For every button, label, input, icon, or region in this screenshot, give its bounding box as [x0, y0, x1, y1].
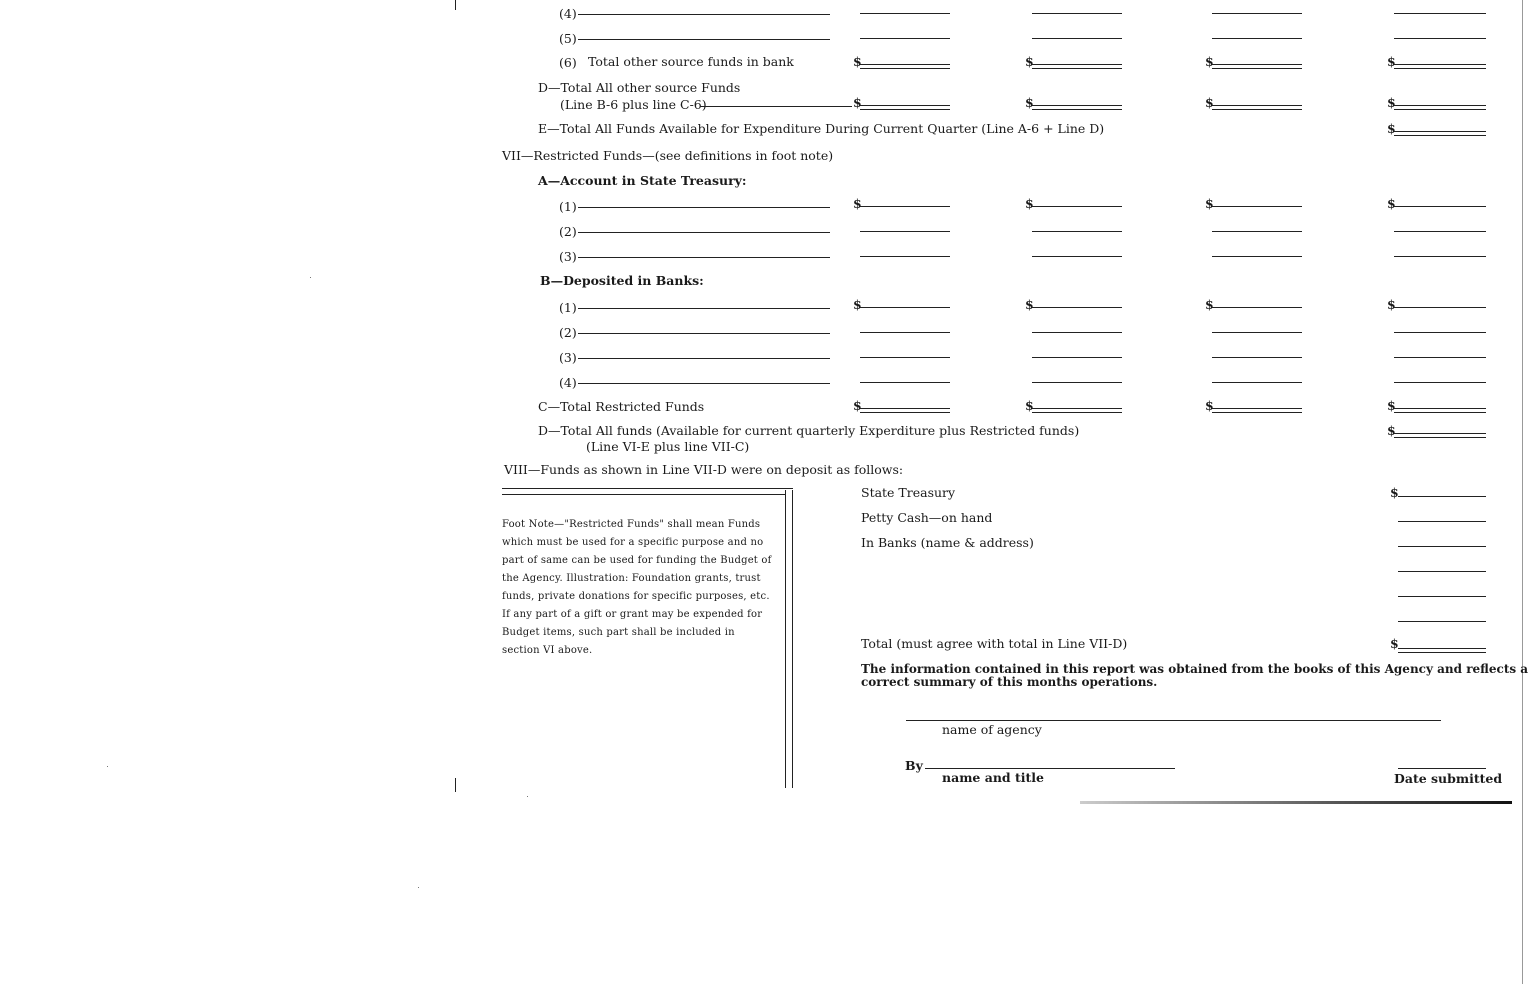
dollar-sign: $ [853, 54, 862, 69]
amount-entry-line[interactable] [860, 231, 950, 232]
amount-entry-line[interactable] [1394, 408, 1486, 413]
line-d-sublabel: (Line B-6 plus line C-6) [560, 97, 707, 112]
amount-entry-line[interactable] [1394, 13, 1486, 14]
footnote-box-border [785, 490, 786, 788]
amount-entry-line[interactable] [1212, 382, 1302, 383]
amount-entry-line[interactable] [1212, 231, 1302, 232]
name-title-label: name and title [942, 770, 1044, 785]
date-line[interactable] [1398, 768, 1486, 769]
total-label: Total (must agree with total in Line VII-D) [861, 636, 1128, 651]
dollar-sign: $ [853, 297, 862, 312]
amount-entry-line[interactable] [1394, 105, 1486, 110]
amount-entry-line[interactable] [1212, 357, 1302, 358]
line-d-total-sublabel: (Line VI-E plus line VII-C) [586, 439, 750, 454]
dollar-sign: $ [1025, 95, 1034, 110]
dollar-sign: $ [1390, 485, 1399, 500]
scan-speck [418, 887, 419, 888]
section-vii-heading: VII—Restricted Funds—(see definitions in foot note) [502, 148, 834, 163]
certification-text: The information contained in this report was obtained from the books of this Agency and reflects a [861, 662, 1529, 676]
entry-line[interactable] [1398, 596, 1486, 597]
amount-entry-line[interactable] [860, 38, 950, 39]
entry-line [578, 207, 830, 208]
entry-line[interactable] [1398, 521, 1486, 522]
amount-entry-line[interactable] [1212, 256, 1302, 257]
amount-entry-line[interactable] [1032, 13, 1122, 14]
dollar-sign: $ [1387, 54, 1396, 69]
row-label: (1) [559, 199, 577, 214]
scan-speck [310, 277, 311, 278]
page-edge-mark [455, 778, 456, 792]
amount-entry-line[interactable] [1032, 206, 1122, 207]
amount-entry-line[interactable] [1394, 357, 1486, 358]
amount-entry-line[interactable] [1394, 382, 1486, 383]
amount-entry-line[interactable] [860, 332, 950, 333]
dollar-sign: $ [1205, 54, 1214, 69]
entry-line[interactable] [1398, 621, 1486, 622]
dollar-sign: $ [1205, 398, 1214, 413]
dollar-sign: $ [1205, 196, 1214, 211]
page-edge-mark [1522, 0, 1523, 984]
entry-line [578, 257, 830, 258]
row-label: (4) [559, 6, 577, 21]
dollar-sign: $ [853, 95, 862, 110]
amount-entry-line[interactable] [1394, 433, 1486, 438]
amount-entry-line[interactable] [860, 13, 950, 14]
amount-entry-line[interactable] [1032, 231, 1122, 232]
dollar-sign: $ [1025, 297, 1034, 312]
line-e-label: E—Total All Funds Available for Expenditure During Current Quarter (Line A-6 + Line D) [538, 121, 1105, 136]
row-label: (3) [559, 249, 577, 264]
dollar-sign: $ [1205, 95, 1214, 110]
amount-entry-line[interactable] [1032, 64, 1122, 69]
row-label: (2) [559, 325, 577, 340]
entry-line [578, 333, 830, 334]
amount-entry-line[interactable] [1032, 408, 1122, 413]
amount-entry-line[interactable] [1212, 408, 1302, 413]
amount-entry-line[interactable] [860, 382, 950, 383]
amount-entry-line[interactable] [1212, 38, 1302, 39]
dollar-sign: $ [1025, 54, 1034, 69]
amount-entry-line[interactable] [1394, 231, 1486, 232]
amount-entry-line[interactable] [1212, 307, 1302, 308]
row-label: (1) [559, 300, 577, 315]
amount-entry-line[interactable] [860, 64, 950, 69]
row-description: Total other source funds in bank [588, 54, 794, 69]
amount-entry-line[interactable] [1032, 357, 1122, 358]
page-edge-mark [455, 0, 456, 10]
entry-line [700, 106, 852, 107]
row-label: (4) [559, 375, 577, 390]
entry-line [578, 308, 830, 309]
in-banks-label: In Banks (name & address) [861, 535, 1034, 550]
dollar-sign: $ [853, 196, 862, 211]
entry-line[interactable] [1398, 571, 1486, 572]
amount-entry-line[interactable] [1394, 206, 1486, 207]
row-label: (2) [559, 224, 577, 239]
amount-entry-line[interactable] [1032, 105, 1122, 110]
footnote-box-border [502, 494, 786, 495]
entry-line [578, 383, 830, 384]
dollar-sign: $ [1387, 121, 1396, 136]
dollar-sign: $ [1387, 196, 1396, 211]
amount-entry-line[interactable] [1212, 206, 1302, 207]
certification-text-2: correct summary of this months operations. [861, 675, 1158, 689]
scan-speck [107, 766, 108, 767]
entry-line [578, 358, 830, 359]
amount-entry-line[interactable] [1212, 64, 1302, 69]
dollar-sign: $ [1387, 423, 1396, 438]
line-c-label: C—Total Restricted Funds [538, 399, 705, 414]
entry-line[interactable] [1398, 496, 1486, 497]
amount-entry-line[interactable] [1032, 382, 1122, 383]
amount-entry-line[interactable] [860, 256, 950, 257]
row-label: (6) [559, 55, 577, 70]
date-submitted-label: Date submitted [1394, 771, 1503, 786]
entry-line[interactable] [1398, 546, 1486, 547]
amount-entry-line[interactable] [1394, 256, 1486, 257]
amount-entry-line[interactable] [1032, 256, 1122, 257]
amount-entry-line[interactable] [1212, 13, 1302, 14]
amount-entry-line[interactable] [1212, 105, 1302, 110]
subsection-a-heading: A—Account in State Treasury: [538, 173, 747, 188]
state-treasury-label: State Treasury [861, 485, 956, 500]
dollar-sign: $ [1390, 636, 1399, 651]
scan-edge [1080, 801, 1512, 804]
dollar-sign: $ [1387, 297, 1396, 312]
row-label: (5) [559, 31, 577, 46]
by-label: By [905, 758, 923, 773]
line-d-label: D—Total All other source Funds [538, 80, 741, 95]
entry-line [578, 14, 830, 15]
entry-line [578, 232, 830, 233]
footnote-box-border [792, 490, 793, 788]
row-label: (3) [559, 350, 577, 365]
amount-entry-line[interactable] [1212, 332, 1302, 333]
footnote-text: Foot Note—"Restricted Funds" shall mean Funds which must be used for a specific purpose and no part of same can be used for funding the Budget of the Agency. Illustration: Foundation grants, trust funds, private donations for specific purposes, etc. If any part of a gift or grant may be expended for Budget items, such part shall be included in section VI above. [502, 519, 772, 656]
amount-entry-line[interactable] [1032, 38, 1122, 39]
scan-speck [527, 796, 528, 797]
total-entry-line[interactable] [1398, 648, 1486, 653]
amount-entry-line[interactable] [860, 206, 950, 207]
amount-entry-line[interactable] [1394, 131, 1486, 136]
section-viii-heading: VIII—Funds as shown in Line VII-D were on deposit as follows: [504, 462, 904, 477]
amount-entry-line[interactable] [1394, 38, 1486, 39]
agency-signature-line[interactable] [906, 720, 1441, 721]
subsection-b-heading: B—Deposited in Banks: [540, 273, 704, 288]
amount-entry-line[interactable] [1032, 307, 1122, 308]
amount-entry-line[interactable] [860, 307, 950, 308]
amount-entry-line[interactable] [1394, 307, 1486, 308]
petty-cash-label: Petty Cash—on hand [861, 510, 993, 525]
dollar-sign: $ [853, 398, 862, 413]
amount-entry-line[interactable] [860, 408, 950, 413]
amount-entry-line[interactable] [860, 357, 950, 358]
dollar-sign: $ [1205, 297, 1214, 312]
line-d-total-label: D—Total All funds (Available for current quarterly Experditure plus Restricted funds) [538, 423, 1080, 438]
dollar-sign: $ [1387, 95, 1396, 110]
footnote-box-border [502, 488, 793, 489]
agency-name-label: name of agency [942, 722, 1042, 737]
dollar-sign: $ [1025, 196, 1034, 211]
name-title-line[interactable] [925, 768, 1175, 769]
dollar-sign: $ [1025, 398, 1034, 413]
amount-entry-line[interactable] [860, 105, 950, 110]
amount-entry-line[interactable] [1032, 332, 1122, 333]
amount-entry-line[interactable] [1394, 332, 1486, 333]
amount-entry-line[interactable] [1394, 64, 1486, 69]
dollar-sign: $ [1387, 398, 1396, 413]
entry-line [578, 39, 830, 40]
